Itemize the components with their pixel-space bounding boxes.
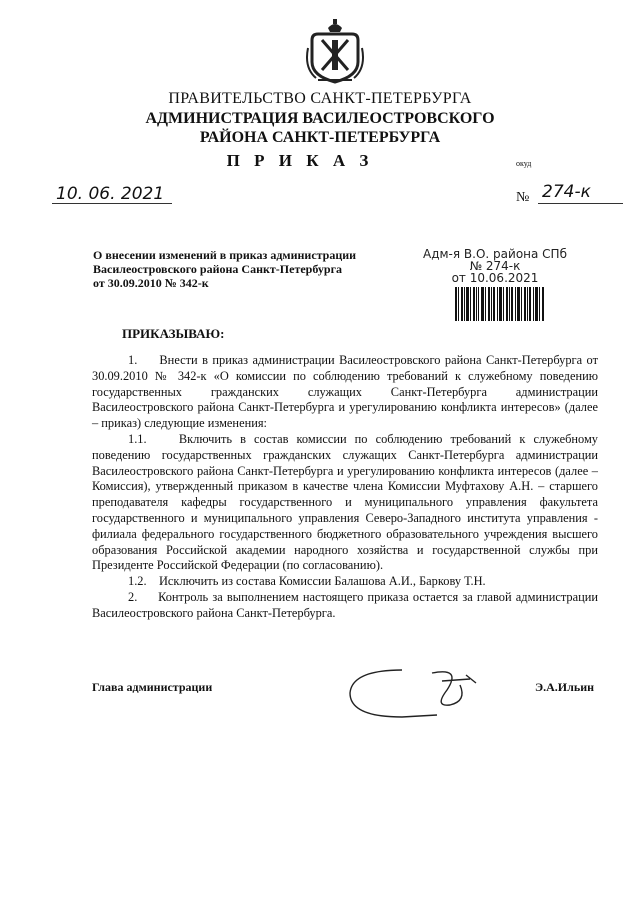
subject-line: Василеостровского района Санкт-Петербурга <box>93 262 343 276</box>
document-number: 274-к <box>542 182 591 202</box>
order-body <box>92 353 598 622</box>
administration-title-line2: РАЙОНА САНКТ-ПЕТЕРБУРГА <box>199 129 441 146</box>
administration-title-line1: АДМИНИСТРАЦИЯ ВАСИЛЕОСТРОВСКОГО <box>145 110 495 127</box>
number-sign: № <box>516 190 530 205</box>
subject-line: от 30.09.2010 № 342-к <box>93 276 209 290</box>
document-subject <box>93 248 393 290</box>
signatory-title: Глава администрации <box>92 680 213 694</box>
date-underline <box>52 203 172 204</box>
barcode <box>455 287 545 321</box>
handwritten-signature <box>342 655 482 725</box>
registration-stamp <box>410 248 580 284</box>
stamp-line: № 274-к <box>469 259 521 273</box>
government-title: ПРАВИТЕЛЬСТВО САНКТ-ПЕТЕРБУРГА <box>168 90 472 107</box>
order-heading: ПРИКАЗЫВАЮ: <box>122 326 225 341</box>
stamp-line: от 10.06.2021 <box>451 271 539 285</box>
document-date: 10. 06. 2021 <box>56 184 165 204</box>
number-underline <box>538 203 623 204</box>
coat-of-arms-emblem <box>306 18 364 86</box>
stamp-line: Адм-я В.О. района СПб <box>423 247 567 261</box>
order-paragraph: 1.1. Включить в состав комиссии по соблюдению требований к служебному поведению государственных гражданских служащих Санкт-Петербурга администрации Василеостровского района Санкт-Петербурга и урегулированию конфликта интересов (далее – Комиссия), утвержденный приказом в качестве члена Комиссии Муфтахову А.Н. – старшего преподавателя кафедры государственного и муниципального управления факультета государственного и муниципального управления Северо-Западного института управления - филиала федерального государственного бюджетного образовательного учреждения высшего образования Российской академии народного хозяйства и государственной службы при Президенте Российской Федерации (по согласованию). <box>92 431 598 573</box>
order-paragraph: 1. Внести в приказ администрации Василеостровского района Санкт-Петербурга от 30.09.2010 № 342-к «О комиссии по соблюдению требований к служебному поведению государственных гражданских служащих Санкт-Петербурга администрации Василеостровского района Санкт-Петербурга и урегулированию конфликта интересов» (далее – приказ) следующие изменения: <box>92 353 598 431</box>
subject-line: О внесении изменений в приказ администрации <box>93 248 357 262</box>
order-paragraph: 1.2. Исключить из состава Комиссии Балашова А.И., Баркову Т.Н. <box>128 574 486 589</box>
document-type: П Р И К А З <box>226 151 374 170</box>
okud-label: окуд <box>516 159 532 168</box>
signatory-name: Э.А.Ильин <box>535 680 595 694</box>
order-paragraph: 2. Контроль за выполнением настоящего приказа остается за главой администрации Василеостровского района Санкт-Петербурга. <box>92 589 598 620</box>
